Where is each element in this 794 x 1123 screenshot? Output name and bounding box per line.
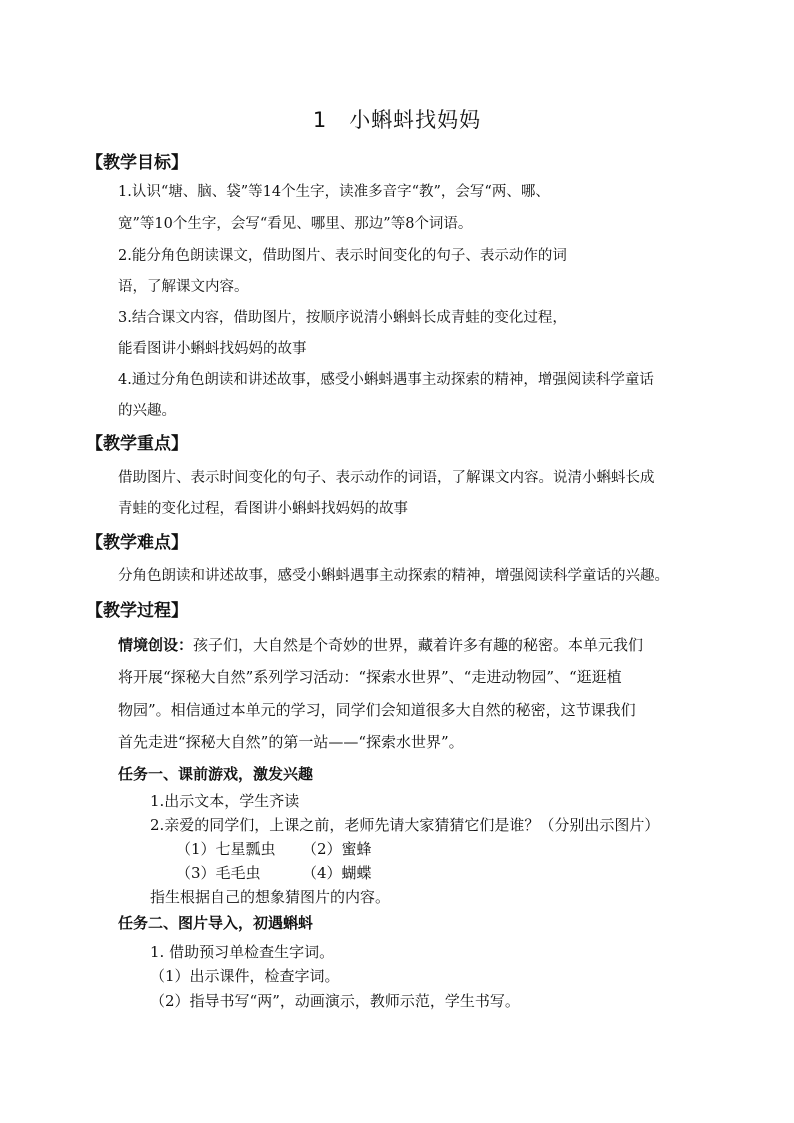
objective-line: 3.结合课文内容，借助图片，按顺序说清小蝌蚪长成青蛙的变化过程，	[118, 310, 567, 326]
page-title	[0, 104, 794, 134]
task1-step: 2.亲爱的同学们，上课之前，老师先请大家猜猜它们是谁？（分别出示图片）	[150, 816, 660, 834]
task1-step: 1.出示文本，学生齐读	[150, 792, 300, 810]
task1-option: （3）毛毛虫	[176, 864, 261, 882]
intro-line: 将开展“探秘大自然”系列学习活动：“探索水世界”、“走进动物园”、“逛逛植	[118, 668, 622, 686]
task1-option: （1）七星瓢虫	[176, 840, 276, 858]
task1-option: （4）蝴蝶	[302, 864, 372, 882]
task1-note: 指生根据自己的想象猜图片的内容。	[150, 888, 391, 906]
task1-option: （2）蜜蜂	[302, 840, 372, 858]
intro-line: 首先走进“探秘大自然”的第一站——“探索水世界”。	[118, 733, 464, 751]
difficulties-heading: 【教学难点】	[86, 533, 188, 553]
intro-line	[118, 634, 643, 655]
key-points-heading: 【教学重点】	[86, 434, 188, 454]
objective-line: 宽”等10个生字，会写“看见、哪里、那边”等8个词语。	[118, 216, 473, 232]
objective-line: 语，了解课文内容。	[118, 279, 249, 295]
objective-line: 1.认识“塘、脑、袋”等14个生字，读准多音字“教”，会写“两、哪、	[118, 184, 550, 200]
task2-substep: （1）出示课件，检查字词。	[150, 967, 340, 985]
task2-substep: （2）指导书写“两”，动画演示，教师示范，学生书写。	[150, 992, 520, 1010]
difficulty-line: 分角色朗读和讲述故事，感受小蝌蚪遇事主动探索的精神，增强阅读科学童话的兴趣。	[118, 568, 669, 584]
lesson-number: 1	[312, 108, 328, 132]
objective-line: 2.能分角色朗读课文，借助图片、表示时间变化的句子、表示动作的词	[118, 248, 567, 264]
objectives-heading: 【教学目标】	[86, 153, 188, 173]
key-point-line: 借助图片、表示时间变化的句子、表示动作的词语，了解课文内容。说清小蝌蚪长成	[118, 470, 655, 486]
key-point-line: 青蛙的变化过程，看图讲小蝌蚪找妈妈的故事	[118, 501, 408, 517]
intro-line: 物园”。相信通过本单元的学习，同学们会知道很多大自然的秘密，这节课我们	[118, 701, 636, 719]
task2-title: 任务二、图片导入，初遇蝌蚪	[118, 914, 314, 932]
objective-line: 能看图讲小蝌蚪找妈妈的故事	[118, 341, 307, 357]
lesson-title: 小蝌蚪找妈妈	[349, 108, 482, 132]
objective-line: 4.通过分角色朗读和讲述故事，感受小蝌蚪遇事主动探索的精神，增强阅读科学童话	[118, 372, 654, 388]
task2-step: 1. 借助预习单检查生字词。	[150, 943, 335, 961]
intro-label: 情境创设：	[118, 636, 194, 654]
intro-text: 孩子们，大自然是个奇妙的世界，藏着许多有趣的秘密。本单元我们	[193, 636, 644, 654]
process-heading: 【教学过程】	[86, 601, 188, 621]
task1-title: 任务一、课前游戏，激发兴趣	[118, 765, 314, 783]
objective-line: 的兴趣。	[118, 403, 176, 419]
